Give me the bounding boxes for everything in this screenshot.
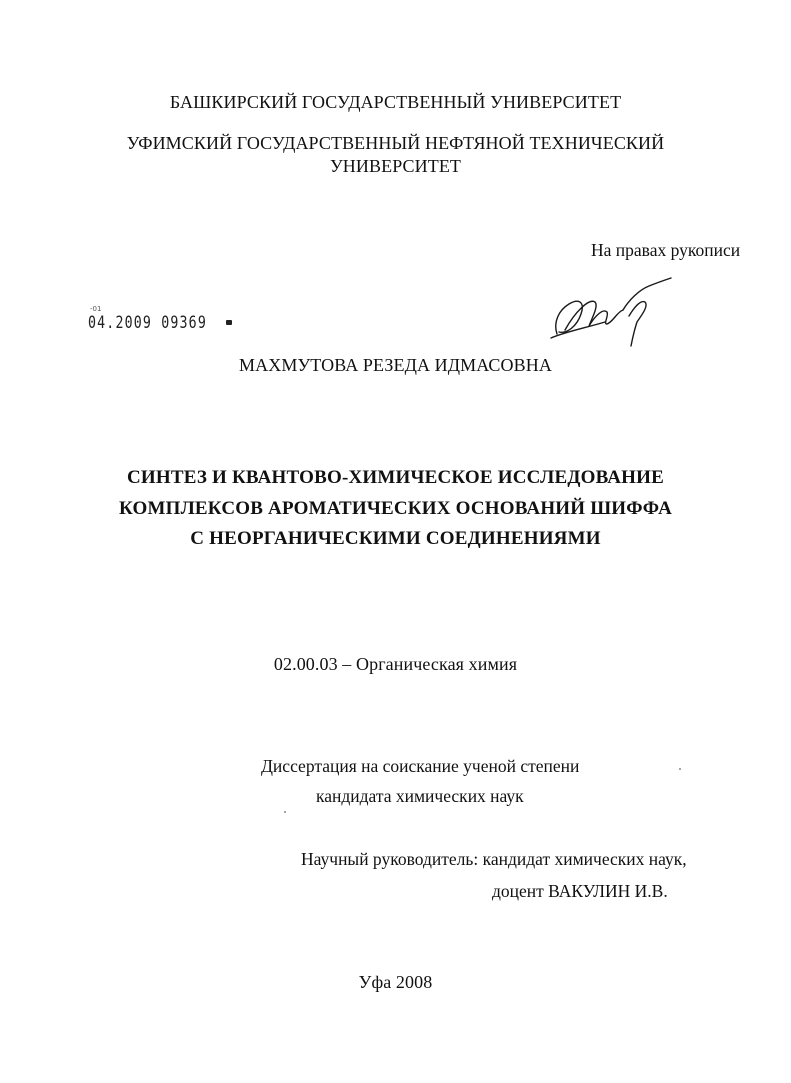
university-2-line-1: УФИМСКИЙ ГОСУДАРСТВЕННЫЙ НЕФТЯНОЙ ТЕХНИЧЕСКИЙ — [126, 133, 665, 153]
signature-stroke-4 — [629, 302, 646, 346]
specialty: 02.00.03 – Органическая химия — [273, 654, 518, 674]
archive-stamp-number: 04.2009 09369 — [88, 313, 207, 333]
degree-line-2: кандидата химических наук — [316, 786, 524, 806]
degree-line-1: Диссертация на соискание ученой степени — [261, 756, 580, 776]
thesis-title-line-2: КОМПЛЕКСОВ АРОМАТИЧЕСКИХ ОСНОВАНИЙ ШИФФА — [118, 498, 673, 519]
scan-speck — [284, 811, 286, 813]
supervisor-line-1: Научный руководитель: кандидат химических наук, — [301, 849, 687, 869]
signature — [545, 272, 685, 352]
rights-note: На правах рукописи — [591, 240, 741, 260]
university-1: БАШКИРСКИЙ ГОСУДАРСТВЕННЫЙ УНИВЕРСИТЕТ — [169, 92, 622, 112]
scan-speck — [679, 768, 681, 770]
place-year: Уфа 2008 — [358, 972, 433, 992]
stamp-dot — [226, 320, 232, 325]
thesis-title-line-1: СИНТЕЗ И КВАНТОВО-ХИМИЧЕСКОЕ ИССЛЕДОВАНИЕ — [126, 467, 664, 488]
stamp-tick: -01 — [90, 305, 102, 313]
supervisor-line-2: доцент ВАКУЛИН И.В. — [492, 881, 668, 901]
signature-stroke-3 — [623, 278, 671, 310]
signature-stroke-5 — [551, 322, 605, 338]
university-2-line-2: УНИВЕРСИТЕТ — [329, 156, 462, 176]
author-name: МАХМУТОВА РЕЗЕДА ИДМАСОВНА — [239, 355, 552, 375]
thesis-title-line-3: С НЕОРГАНИЧЕСКИМИ СОЕДИНЕНИЯМИ — [190, 528, 601, 549]
